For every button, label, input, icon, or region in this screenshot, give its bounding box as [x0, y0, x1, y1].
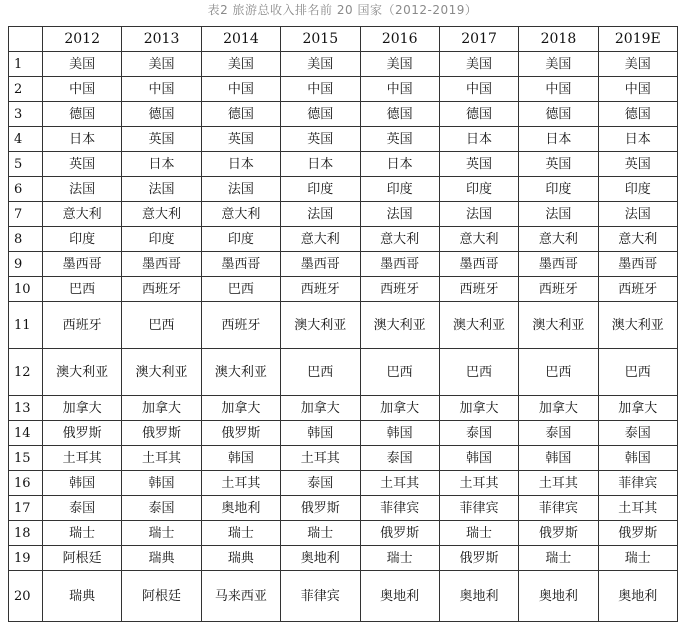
rank-cell: 2: [9, 77, 43, 102]
country-cell: 印度: [201, 227, 280, 252]
country-cell: 日本: [360, 152, 439, 177]
country-cell: 澳大利亚: [519, 302, 598, 349]
country-cell: 中国: [201, 77, 280, 102]
table-row: [9, 521, 678, 546]
country-cell: 泰国: [43, 496, 122, 521]
table-row: [9, 277, 678, 302]
year-header: 2017: [439, 27, 518, 52]
rank-cell: 8: [9, 227, 43, 252]
country-cell: 巴西: [43, 277, 122, 302]
rank-cell: 14: [9, 421, 43, 446]
country-cell: 意大利: [439, 227, 518, 252]
country-cell: 土耳其: [360, 471, 439, 496]
country-cell: 阿根廷: [122, 571, 201, 622]
country-cell: 美国: [201, 52, 280, 77]
year-header: 2012: [43, 27, 122, 52]
country-cell: 德国: [43, 102, 122, 127]
table-row: [9, 77, 678, 102]
country-cell: 土耳其: [281, 446, 360, 471]
country-cell: 德国: [122, 102, 201, 127]
country-cell: 俄罗斯: [43, 421, 122, 446]
country-cell: 意大利: [201, 202, 280, 227]
country-cell: 奥地利: [519, 571, 598, 622]
country-cell: 菲律宾: [439, 496, 518, 521]
rank-cell: 7: [9, 202, 43, 227]
country-cell: 意大利: [122, 202, 201, 227]
country-cell: 巴西: [360, 349, 439, 396]
country-cell: 土耳其: [122, 446, 201, 471]
country-cell: 马来西亚: [201, 571, 280, 622]
rank-cell: 10: [9, 277, 43, 302]
country-cell: 瑞士: [439, 521, 518, 546]
country-cell: 英国: [360, 127, 439, 152]
country-cell: 阿根廷: [43, 546, 122, 571]
year-header: 2015: [281, 27, 360, 52]
country-cell: 俄罗斯: [122, 421, 201, 446]
country-cell: 中国: [598, 77, 677, 102]
country-cell: 瑞典: [43, 571, 122, 622]
year-header: 2019E: [598, 27, 677, 52]
country-cell: 德国: [360, 102, 439, 127]
country-cell: 瑞士: [43, 521, 122, 546]
country-cell: 俄罗斯: [201, 421, 280, 446]
country-cell: 美国: [519, 52, 598, 77]
table-row: [9, 571, 678, 622]
country-cell: 奥地利: [439, 571, 518, 622]
country-cell: 法国: [519, 202, 598, 227]
country-cell: 中国: [281, 77, 360, 102]
country-cell: 意大利: [43, 202, 122, 227]
country-cell: 墨西哥: [43, 252, 122, 277]
country-cell: 意大利: [360, 227, 439, 252]
country-cell: 英国: [439, 152, 518, 177]
table-row: [9, 202, 678, 227]
country-cell: 韩国: [519, 446, 598, 471]
country-cell: 巴西: [122, 302, 201, 349]
rank-cell: 18: [9, 521, 43, 546]
rank-cell: 19: [9, 546, 43, 571]
country-cell: 加拿大: [360, 396, 439, 421]
country-cell: 印度: [122, 227, 201, 252]
country-cell: 韩国: [43, 471, 122, 496]
country-cell: 印度: [519, 177, 598, 202]
country-cell: 韩国: [598, 446, 677, 471]
country-cell: 印度: [43, 227, 122, 252]
table-row: [9, 446, 678, 471]
table-row: [9, 227, 678, 252]
country-cell: 西班牙: [122, 277, 201, 302]
rank-cell: 5: [9, 152, 43, 177]
country-cell: 西班牙: [439, 277, 518, 302]
country-cell: 英国: [598, 152, 677, 177]
country-cell: 墨西哥: [122, 252, 201, 277]
country-cell: 俄罗斯: [598, 521, 677, 546]
country-cell: 泰国: [519, 421, 598, 446]
country-cell: 墨西哥: [519, 252, 598, 277]
rank-cell: 17: [9, 496, 43, 521]
country-cell: 法国: [439, 202, 518, 227]
table-row: [9, 496, 678, 521]
country-cell: 土耳其: [598, 496, 677, 521]
country-cell: 澳大利亚: [360, 302, 439, 349]
country-cell: 法国: [360, 202, 439, 227]
rank-cell: 20: [9, 571, 43, 622]
table-row: [9, 102, 678, 127]
rank-cell: 15: [9, 446, 43, 471]
country-cell: 日本: [519, 127, 598, 152]
country-cell: 奥地利: [598, 571, 677, 622]
country-cell: 美国: [281, 52, 360, 77]
country-cell: 瑞士: [360, 546, 439, 571]
country-cell: 加拿大: [281, 396, 360, 421]
country-cell: 韩国: [201, 446, 280, 471]
rank-cell: 12: [9, 349, 43, 396]
corner-cell: [9, 27, 43, 52]
country-cell: 俄罗斯: [360, 521, 439, 546]
country-cell: 美国: [122, 52, 201, 77]
country-cell: 中国: [122, 77, 201, 102]
country-cell: 菲律宾: [281, 571, 360, 622]
header-row: [9, 27, 678, 52]
country-cell: 加拿大: [519, 396, 598, 421]
country-cell: 意大利: [519, 227, 598, 252]
country-cell: 意大利: [281, 227, 360, 252]
year-header: 2016: [360, 27, 439, 52]
country-cell: 英国: [201, 127, 280, 152]
country-cell: 菲律宾: [519, 496, 598, 521]
country-cell: 韩国: [360, 421, 439, 446]
country-cell: 泰国: [281, 471, 360, 496]
country-cell: 西班牙: [281, 277, 360, 302]
table-row: [9, 396, 678, 421]
country-cell: 印度: [439, 177, 518, 202]
rank-cell: 13: [9, 396, 43, 421]
country-cell: 印度: [281, 177, 360, 202]
table-row: [9, 252, 678, 277]
country-cell: 俄罗斯: [281, 496, 360, 521]
country-cell: 巴西: [201, 277, 280, 302]
country-cell: 泰国: [439, 421, 518, 446]
country-cell: 意大利: [598, 227, 677, 252]
year-header: 2013: [122, 27, 201, 52]
table-row: [9, 152, 678, 177]
country-cell: 墨西哥: [439, 252, 518, 277]
country-cell: 澳大利亚: [598, 302, 677, 349]
country-cell: 泰国: [122, 496, 201, 521]
country-cell: 韩国: [122, 471, 201, 496]
table-row: [9, 52, 678, 77]
rank-cell: 11: [9, 302, 43, 349]
rank-cell: 3: [9, 102, 43, 127]
country-cell: 巴西: [519, 349, 598, 396]
country-cell: 中国: [360, 77, 439, 102]
country-cell: 法国: [201, 177, 280, 202]
country-cell: 加拿大: [122, 396, 201, 421]
country-cell: 瑞士: [598, 546, 677, 571]
country-cell: 瑞士: [519, 546, 598, 571]
country-cell: 英国: [281, 127, 360, 152]
country-cell: 法国: [122, 177, 201, 202]
country-cell: 巴西: [598, 349, 677, 396]
country-cell: 德国: [281, 102, 360, 127]
country-cell: 英国: [519, 152, 598, 177]
country-cell: 澳大利亚: [43, 349, 122, 396]
rank-cell: 4: [9, 127, 43, 152]
country-cell: 俄罗斯: [439, 546, 518, 571]
rank-cell: 6: [9, 177, 43, 202]
country-cell: 瑞士: [122, 521, 201, 546]
country-cell: 土耳其: [43, 446, 122, 471]
country-cell: 加拿大: [201, 396, 280, 421]
country-cell: 英国: [122, 127, 201, 152]
country-cell: 西班牙: [519, 277, 598, 302]
country-cell: 巴西: [439, 349, 518, 396]
country-cell: 墨西哥: [201, 252, 280, 277]
country-cell: 德国: [598, 102, 677, 127]
country-cell: 英国: [43, 152, 122, 177]
table-body: [9, 52, 678, 622]
country-cell: 法国: [281, 202, 360, 227]
country-cell: 奥地利: [360, 571, 439, 622]
country-cell: 澳大利亚: [439, 302, 518, 349]
country-cell: 日本: [439, 127, 518, 152]
country-cell: 瑞典: [201, 546, 280, 571]
country-cell: 中国: [519, 77, 598, 102]
country-cell: 法国: [43, 177, 122, 202]
country-cell: 泰国: [360, 446, 439, 471]
country-cell: 土耳其: [439, 471, 518, 496]
country-cell: 瑞典: [122, 546, 201, 571]
rank-cell: 9: [9, 252, 43, 277]
country-cell: 美国: [439, 52, 518, 77]
country-cell: 墨西哥: [360, 252, 439, 277]
country-cell: 中国: [439, 77, 518, 102]
country-cell: 泰国: [598, 421, 677, 446]
country-cell: 土耳其: [201, 471, 280, 496]
country-cell: 西班牙: [360, 277, 439, 302]
country-cell: 墨西哥: [281, 252, 360, 277]
country-cell: 美国: [360, 52, 439, 77]
country-cell: 韩国: [281, 421, 360, 446]
country-cell: 西班牙: [43, 302, 122, 349]
table-row: [9, 302, 678, 349]
country-cell: 西班牙: [598, 277, 677, 302]
rank-cell: 16: [9, 471, 43, 496]
country-cell: 美国: [598, 52, 677, 77]
country-cell: 美国: [43, 52, 122, 77]
country-cell: 中国: [43, 77, 122, 102]
country-cell: 日本: [122, 152, 201, 177]
country-cell: 瑞士: [281, 521, 360, 546]
table-caption: 表2 旅游总收入排名前 20 国家（2012-2019）: [207, 3, 478, 17]
year-header: 2018: [519, 27, 598, 52]
country-cell: 巴西: [281, 349, 360, 396]
country-cell: 德国: [519, 102, 598, 127]
country-cell: 加拿大: [43, 396, 122, 421]
country-cell: 澳大利亚: [122, 349, 201, 396]
country-cell: 印度: [360, 177, 439, 202]
country-cell: 日本: [43, 127, 122, 152]
table-row: [9, 127, 678, 152]
country-cell: 韩国: [439, 446, 518, 471]
country-cell: 俄罗斯: [519, 521, 598, 546]
country-cell: 菲律宾: [598, 471, 677, 496]
country-cell: 德国: [201, 102, 280, 127]
country-cell: 法国: [598, 202, 677, 227]
country-cell: 澳大利亚: [201, 349, 280, 396]
country-cell: 日本: [201, 152, 280, 177]
country-cell: 德国: [439, 102, 518, 127]
country-cell: 奥地利: [281, 546, 360, 571]
country-cell: 印度: [598, 177, 677, 202]
year-header: 2014: [201, 27, 280, 52]
country-cell: 墨西哥: [598, 252, 677, 277]
tourism-revenue-ranking-table: [8, 26, 678, 622]
country-cell: 奥地利: [201, 496, 280, 521]
country-cell: 瑞士: [201, 521, 280, 546]
table-row: [9, 421, 678, 446]
country-cell: 土耳其: [519, 471, 598, 496]
table-row: [9, 349, 678, 396]
country-cell: 日本: [598, 127, 677, 152]
table-row: [9, 546, 678, 571]
country-cell: 菲律宾: [360, 496, 439, 521]
country-cell: 澳大利亚: [281, 302, 360, 349]
country-cell: 日本: [281, 152, 360, 177]
country-cell: 西班牙: [201, 302, 280, 349]
country-cell: 加拿大: [598, 396, 677, 421]
table-row: [9, 471, 678, 496]
country-cell: 加拿大: [439, 396, 518, 421]
table-row: [9, 177, 678, 202]
rank-cell: 1: [9, 52, 43, 77]
